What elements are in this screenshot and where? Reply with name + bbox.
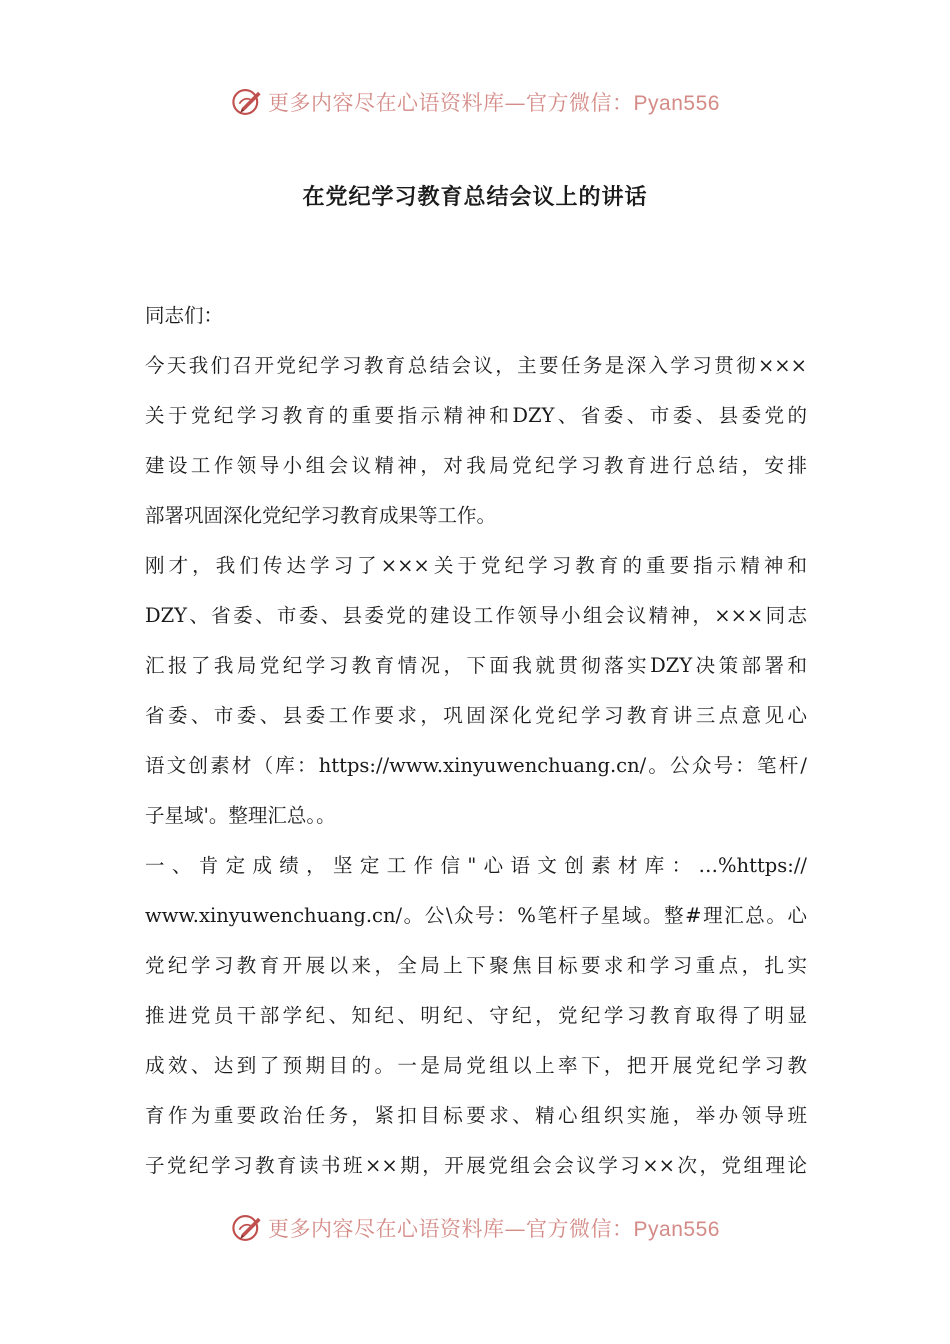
pen-logo-icon	[230, 85, 264, 119]
paragraph-line: 部署巩固深化党纪学习教育成果等工作。	[145, 504, 497, 527]
watermark-wechat-id: Pyan556	[633, 92, 720, 115]
paragraph-line: 子党纪学习教育读书班××期，开展党组会会议学习××次，党组理论	[145, 1154, 807, 1177]
paragraph-line: 推进党员干部学纪、知纪、明纪、守纪，党纪学习教育取得了明显	[145, 1004, 807, 1027]
paragraph-line: 汇报了我局党纪学习教育情况，下面我就贯彻落实DZY决策部署和	[145, 654, 807, 677]
watermark-wechat-id: Pyan556	[633, 1218, 720, 1241]
pen-logo-icon	[230, 1211, 264, 1245]
watermark-label: 更多内容尽在心语资料库—官方微信：	[268, 1217, 634, 1241]
paragraph-line: 成效、达到了预期目的。一是局党组以上率下，把开展党纪学习教	[145, 1054, 807, 1077]
paragraph-line: 省委、市委、县委工作要求，巩固深化党纪学习教育讲三点意见心	[145, 704, 807, 727]
paragraph-line: www.xinyuwenchuang.cn/。公\众号：%笔杆子星域。整#理汇总。心	[145, 904, 807, 927]
paragraph-line: 语文创素材（库：https://www.xinyuwenchuang.cn/。公众号：笔杆/	[145, 754, 807, 777]
paragraph-line: 今天我们召开党纪学习教育总结会议，主要任务是深入学习贯彻×××	[145, 354, 807, 377]
watermark-text	[268, 87, 720, 117]
watermark-header	[0, 82, 950, 122]
paragraph-line: 子星域'。整理汇总。。	[145, 804, 336, 827]
watermark-label: 更多内容尽在心语资料库—官方微信：	[268, 91, 634, 115]
watermark-footer	[0, 1208, 950, 1248]
paragraph-line: 关于党纪学习教育的重要指示精神和DZY、省委、市委、县委党的	[145, 404, 807, 427]
section-heading-line: 一、肯定成绩，坚定工作信"心语文创素材库：…%https://	[145, 854, 807, 877]
paragraph-line: 建设工作领导小组会议精神，对我局党纪学习教育进行总结，安排	[145, 454, 807, 477]
paragraph-line: 刚才，我们传达学习了×××关于党纪学习教育的重要指示精神和	[145, 554, 807, 577]
salutation-line: 同志们：	[145, 304, 224, 327]
watermark-text	[268, 1213, 720, 1243]
paragraph-line: DZY、省委、市委、县委党的建设工作领导小组会议精神，×××同志	[145, 604, 807, 627]
paragraph-line: 党纪学习教育开展以来，全局上下聚焦目标要求和学习重点，扎实	[145, 954, 807, 977]
document-title: 在党纪学习教育总结会议上的讲话	[302, 185, 648, 210]
document-body	[145, 291, 807, 1191]
paragraph-line: 育作为重要政治任务，紧扣目标要求、精心组织实施，举办领导班	[145, 1104, 807, 1127]
